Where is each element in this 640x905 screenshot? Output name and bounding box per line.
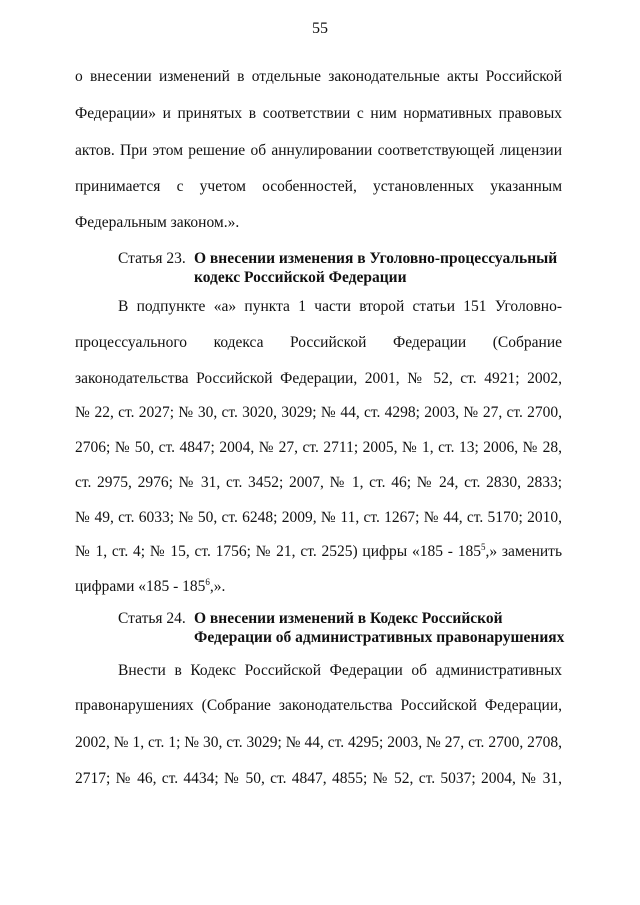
text-fragment: ,». bbox=[209, 578, 226, 595]
superscript: 6 bbox=[205, 577, 210, 587]
text-line: № 22, ст. 2027; № 30, ст. 3020, 3029; № 44, ст. 4298; 2003, № 27, ст. 2700, bbox=[75, 404, 562, 421]
article-23-title-line: О внесении изменения в Уголовно-процессуальный bbox=[194, 250, 558, 267]
text-fragment: цифрами «185 - 185 bbox=[75, 578, 206, 595]
text-line: принимается с учетом особенностей, установленных указанным bbox=[75, 178, 562, 195]
text-line: 2002, № 1, ст. 1; № 30, ст. 3029; № 44, ст. 4295; 2003, № 27, ст. 2700, 2708, bbox=[75, 734, 562, 751]
text-fragment: № 1, ст. 4; № 15, ст. 1756; № 21, ст. 2525) цифры «185 - 185 bbox=[75, 543, 481, 560]
article-24-title-line: О внесении изменений в Кодекс Российской bbox=[194, 610, 503, 627]
superscript: 5 bbox=[480, 542, 486, 552]
article-23-label: Статья 23. bbox=[118, 250, 186, 267]
text-line: ст. 2975, 2976; № 31, ст. 3452; 2007, № 1, ст. 46; № 24, ст. 2830, 2833; bbox=[75, 474, 562, 491]
text-line: законодательства Российской Федерации, 2001, № 52, ст. 4921; 2002, bbox=[75, 370, 562, 387]
article-23-heading bbox=[118, 249, 578, 289]
text-line: правонарушениях (Собрание законодательства Российской Федерации, bbox=[75, 697, 562, 714]
text-line bbox=[75, 577, 562, 597]
text-line: Внести в Кодекс Российской Федерации об административных bbox=[118, 662, 562, 679]
text-line: о внесении изменений в отдельные законодательные акты Российской bbox=[75, 68, 562, 85]
text-line: № 49, ст. 6033; № 50, ст. 6248; 2009, № 11, ст. 1267; № 44, ст. 5170; 2010, bbox=[75, 509, 562, 526]
text-line: Федерации» и принятых в соответствии с ним нормативных правовых bbox=[75, 105, 562, 122]
article-24-label: Статья 24. bbox=[118, 610, 186, 627]
text-line: процессуального кодекса Российской Федерации (Собрание bbox=[75, 334, 562, 351]
page-number: 55 bbox=[312, 20, 328, 37]
text-line: актов. При этом решение об аннулировании соответствующей лицензии bbox=[75, 142, 562, 159]
article-24-heading bbox=[118, 609, 578, 649]
article-24-title bbox=[194, 609, 564, 647]
text-line: Федеральным законом.». bbox=[75, 214, 240, 231]
text-line bbox=[75, 542, 562, 562]
text-line: 2706; № 50, ст. 4847; 2004, № 27, ст. 2711; 2005, № 1, ст. 13; 2006, № 28, bbox=[75, 439, 562, 456]
text-fragment: ,» заменить bbox=[485, 543, 562, 560]
article-24-title-line: Федерации об административных правонарушениях bbox=[194, 629, 565, 646]
text-line: В подпункте «а» пункта 1 части второй статьи 151 Уголовно- bbox=[118, 298, 562, 315]
article-23-title bbox=[194, 249, 557, 287]
text-line: 2717; № 46, ст. 4434; № 50, ст. 4847, 4855; № 52, ст. 5037; 2004, № 31, bbox=[75, 770, 562, 787]
article-23-title-line: кодекс Российской Федерации bbox=[194, 269, 407, 286]
